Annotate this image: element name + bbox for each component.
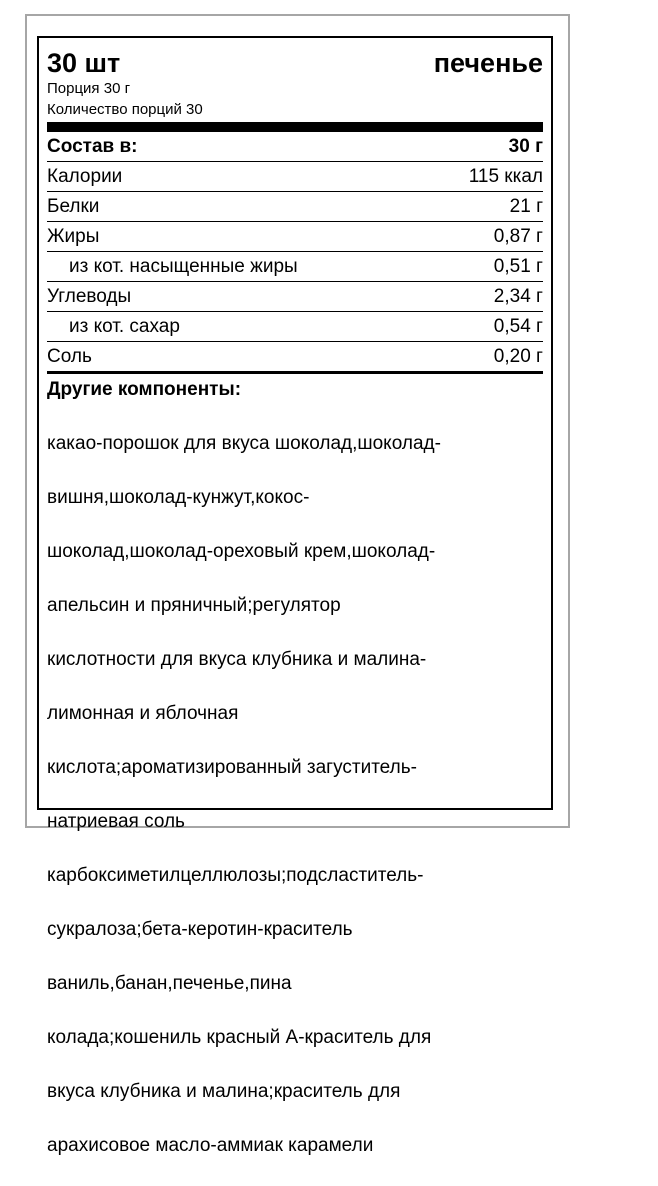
servings-count: Количество порций 30 (47, 101, 203, 118)
row-name: из кот. сахар (69, 315, 180, 337)
row-value: 2,34 г (493, 285, 543, 307)
row-value: 0,51 г (493, 255, 543, 277)
serving-size: Порция 30 г (47, 80, 131, 97)
row-name: Белки (47, 195, 100, 217)
row-value: 115 ккал (468, 165, 543, 187)
table-row (47, 162, 543, 192)
row-value: 0,87 г (493, 225, 543, 247)
row-name: Жиры (47, 225, 100, 247)
ingredient-line: вишня,шоколад-кунжут,кокос- (47, 487, 310, 508)
row-name: из кот. насыщенные жиры (69, 255, 298, 277)
product-name: печенье (433, 48, 543, 78)
other-components-title: Другие компоненты: (47, 379, 242, 400)
row-name: Калории (47, 165, 123, 187)
row-value: 0,54 г (493, 315, 543, 337)
table-row (47, 192, 543, 222)
row-name: Углеводы (47, 285, 132, 307)
other-components-text (47, 403, 543, 1186)
ingredient-line: шоколад,шоколад-ореховый крем,шоколад- (47, 541, 436, 562)
ingredient-line: арахисовое масло-аммиак карамели (47, 1135, 374, 1156)
ingredient-line: карбоксиметилцеллюлозы;подсластитель- (47, 865, 424, 886)
table-row (47, 252, 543, 282)
table-row (47, 222, 543, 252)
ingredient-line: какао-порошок для вкуса шоколад,шоколад- (47, 433, 441, 454)
ingredient-line: ваниль,банан,печенье,пина (47, 973, 292, 994)
row-name: Соль (47, 345, 92, 367)
ingredient-line: натриевая соль (47, 811, 185, 832)
label-header (47, 44, 543, 78)
ingredient-line: апельсин и пряничный;регулятор (47, 595, 341, 616)
divider-bar (47, 122, 543, 132)
ingredient-line: вкуса клубника и малина;краситель для (47, 1081, 401, 1102)
table-row (47, 342, 543, 374)
row-value: 21 г (509, 195, 543, 217)
quantity-text: 30 шт (47, 48, 121, 78)
table-title-value: 30 г (508, 135, 543, 157)
ingredient-line: лимонная и яблочная (47, 703, 239, 724)
nutrition-label (37, 36, 553, 1156)
table-row (47, 312, 543, 342)
ingredient-line: кислотности для вкуса клубника и малина- (47, 649, 427, 670)
ingredient-line: колада;кошениль красный А-краситель для (47, 1027, 432, 1048)
table-title: Состав в: (47, 135, 138, 157)
ingredient-line: кислота;ароматизированный загуститель- (47, 757, 417, 778)
row-value: 0,20 г (493, 345, 543, 367)
table-row (47, 282, 543, 312)
table-header-row (47, 132, 543, 162)
page-frame (25, 14, 570, 1156)
ingredient-line: сукралоза;бета-керотин-краситель (47, 919, 353, 940)
